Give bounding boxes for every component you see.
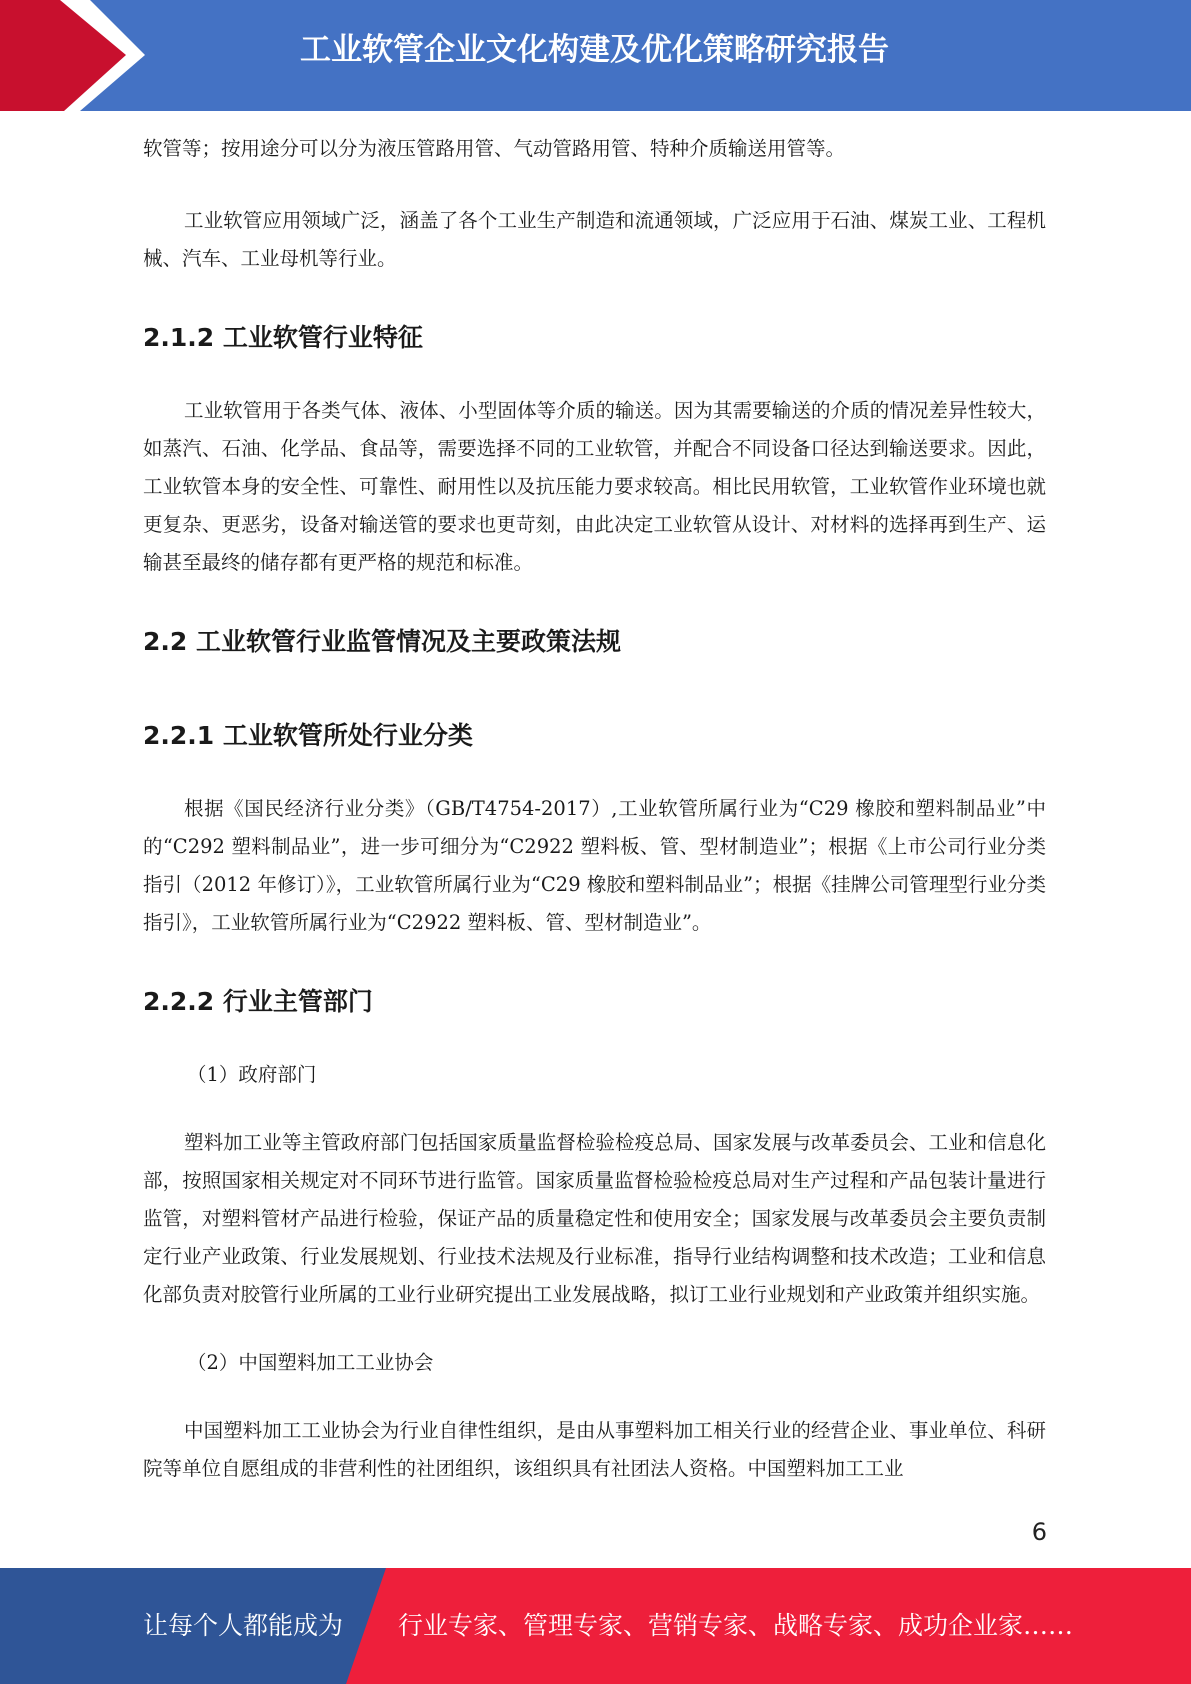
- page-number: 6: [1031, 1518, 1047, 1546]
- paragraph-features: 工业软管用于各类气体、液体、小型固体等介质的输送。因为其需要输送的介质的情况差异性较大，如蒸汽、石油、化学品、食品等，需要选择不同的工业软管，并配合不同设备口径达到输送要求。因此，工业软管本身的安全性、可靠性、耐用性以及抗压能力要求较高。相比民用软管，工业软管作业环境也就更复杂、更恶劣，设备对输送管的要求也更苛刻，由此决定工业软管从设计、对材料的选择再到生产、运输甚至最终的储存都有更严格的规范和标准。: [143, 399, 1046, 574]
- footer-slogan-left: 让每个人都能成为: [143, 1611, 344, 1640]
- page-content: [143, 130, 1046, 1488]
- paragraph-application: 工业软管应用领域广泛，涵盖了各个工业生产制造和流通领域，广泛应用于石油、煤炭工业、工程机械、汽车、工业母机等行业。: [143, 209, 1046, 270]
- footer-slogan-right: 行业专家、管理专家、营销专家、战略专家、成功企业家……: [398, 1611, 1074, 1640]
- heading-2-2-2: 2.2.2 行业主管部门: [143, 987, 373, 1016]
- heading-2-2-1: 2.2.1 工业软管所处行业分类: [143, 721, 473, 750]
- paragraph-government: 塑料加工业等主管政府部门包括国家质量监督检验检疫总局、国家发展与改革委员会、工业和信息化部，按照国家相关规定对不同环节进行监管。国家质量监督检验检疫总局对生产过程和产品包装计量进行监管，对塑料管材产品进行检验，保证产品的质量稳定性和使用安全；国家发展与改革委员会主要负责制定行业产业政策、行业发展规划、行业技术法规及行业标准，指导行业结构调整和技术改造；工业和信息化部负责对胶管行业所属的工业行业研究提出工业发展战略，拟订工业行业规划和产业政策并组织实施。: [143, 1131, 1046, 1306]
- list-item-government: （1）政府部门: [187, 1063, 317, 1086]
- heading-2-1-2: 2.1.2 工业软管行业特征: [143, 323, 423, 352]
- paragraph-intro: 软管等；按用途分可以分为液压管路用管、气动管路用管、特种介质输送用管等。: [143, 137, 846, 160]
- report-title: 工业软管企业文化构建及优化策略研究报告: [300, 32, 889, 68]
- list-item-association: （2）中国塑料加工工业协会: [187, 1351, 434, 1374]
- paragraph-association: 中国塑料加工工业协会为行业自律性组织，是由从事塑料加工相关行业的经营企业、事业单位、科研院等单位自愿组成的非营利性的社团组织，该组织具有社团法人资格。中国塑料加工工业: [143, 1419, 1046, 1480]
- page-footer: [0, 1568, 1191, 1684]
- heading-2-2: 2.2 工业软管行业监管情况及主要政策法规: [143, 627, 621, 656]
- page-header: [0, 0, 1191, 111]
- paragraph-classification: 根据《国民经济行业分类》（GB/T4754-2017）,工业软管所属行业为“C29 橡胶和塑料制品业”中的“C292 塑料制品业”，进一步可细分为“C2922 塑料板、管、型材制造业”；根据《上市公司行业分类指引（2012 年修订）》，工业软管所属行业为“C29 橡胶和塑料制品业”；根据《挂牌公司管理型行业分类指引》，工业软管所属行业为“C2922 塑料板、管、型材制造业”。: [143, 797, 1046, 934]
